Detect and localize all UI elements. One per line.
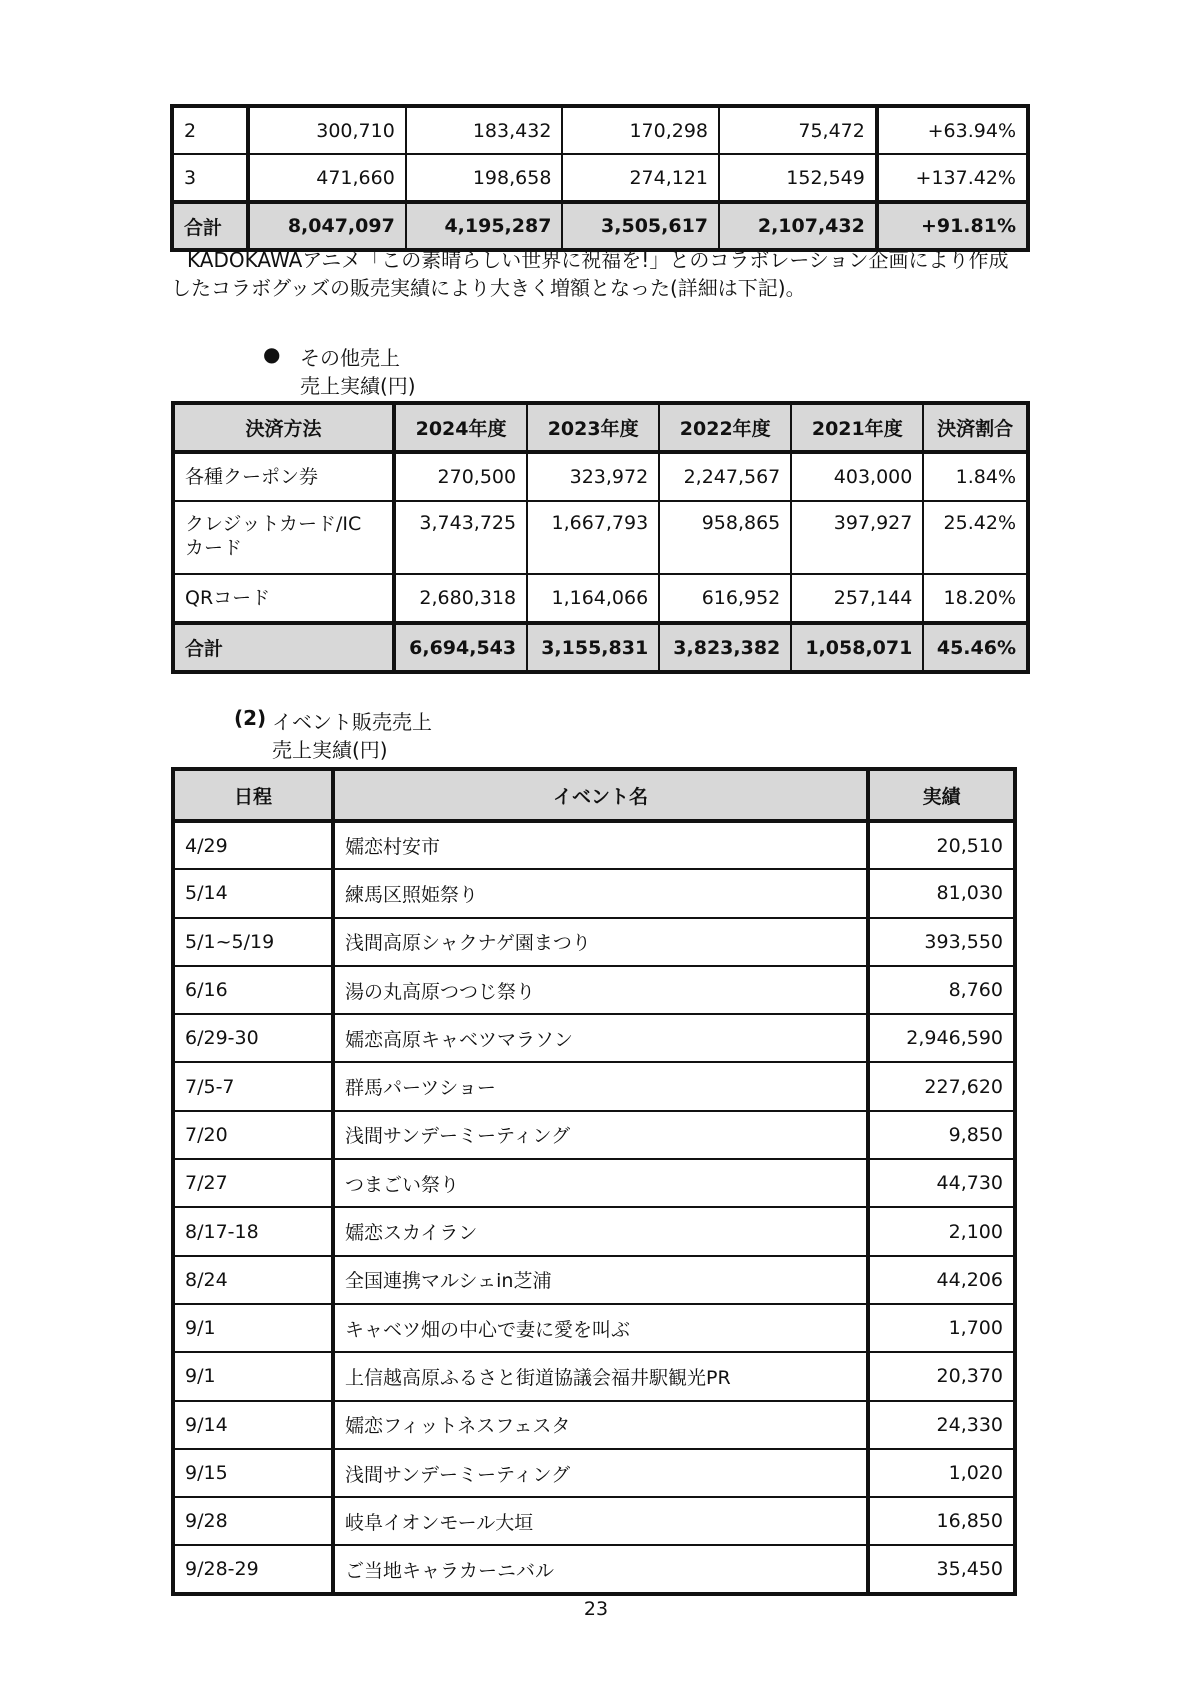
cell-y2022: 616,952 <box>659 574 791 623</box>
payment-method: QRコード <box>173 574 394 623</box>
event-amount: 44,730 <box>868 1159 1015 1207</box>
paragraph <box>171 246 1031 302</box>
column-header: 実績 <box>868 769 1015 821</box>
total-row <box>172 202 1028 250</box>
total-label: 合計 <box>173 623 394 672</box>
total-y2021: 1,058,071 <box>791 623 923 672</box>
event-amount: 44,206 <box>868 1256 1015 1304</box>
column-header: 日程 <box>173 769 333 821</box>
cell-v2: 198,658 <box>406 154 563 202</box>
column-header: 2023年度 <box>527 403 659 452</box>
bullet-icon: ● <box>263 342 281 366</box>
cell-y2021: 403,000 <box>791 452 923 501</box>
table-row <box>173 1062 1015 1110</box>
event-amount: 35,450 <box>868 1545 1015 1593</box>
event-name: 浅間サンデーミーティング <box>333 1111 868 1159</box>
cell-y2024: 2,680,318 <box>394 574 527 623</box>
cell-ratio: 18.20% <box>923 574 1028 623</box>
table-row <box>173 1256 1015 1304</box>
column-header: 決済割合 <box>923 403 1028 452</box>
cell-y2022: 2,247,567 <box>659 452 791 501</box>
event-amount: 20,510 <box>868 821 1015 869</box>
paragraph-line-2: したコラボグッズの販売実績により大きく増額となった(詳細は下記)。 <box>171 276 806 300</box>
table-row <box>173 1207 1015 1255</box>
cell-pct: +63.94% <box>877 106 1028 154</box>
total-row <box>173 623 1028 672</box>
table-row <box>172 154 1028 202</box>
event-name: 嬬恋村安市 <box>333 821 868 869</box>
cell-y2021: 257,144 <box>791 574 923 623</box>
cell-y2023: 1,667,793 <box>527 501 659 574</box>
table-row <box>172 106 1028 154</box>
section-event-subtitle: 売上実績(円) <box>272 738 388 762</box>
cell-y2023: 323,972 <box>527 452 659 501</box>
table-row <box>173 821 1015 869</box>
event-amount: 2,946,590 <box>868 1014 1015 1062</box>
event-date: 9/28 <box>173 1497 333 1545</box>
cell-v1: 300,710 <box>248 106 406 154</box>
event-amount: 81,030 <box>868 869 1015 917</box>
total-v3: 3,505,617 <box>562 202 719 250</box>
cell-pct: +137.42% <box>877 154 1028 202</box>
event-date: 7/27 <box>173 1159 333 1207</box>
cell-v3: 274,121 <box>562 154 719 202</box>
event-date: 7/20 <box>173 1111 333 1159</box>
section-other-title: その他売上 <box>300 346 400 370</box>
event-amount: 1,700 <box>868 1304 1015 1352</box>
table-row <box>173 1014 1015 1062</box>
cell-v1: 471,660 <box>248 154 406 202</box>
event-name: 群馬パーツショー <box>333 1062 868 1110</box>
table-row <box>173 869 1015 917</box>
table-row <box>173 1401 1015 1449</box>
other-sales-table <box>171 401 1030 674</box>
cell-v2: 183,432 <box>406 106 563 154</box>
column-header: 2024年度 <box>394 403 527 452</box>
table-row <box>173 966 1015 1014</box>
cell-y2022: 958,865 <box>659 501 791 574</box>
cell-v4: 152,549 <box>719 154 877 202</box>
header-row <box>173 769 1015 821</box>
event-name: キャベツ畑の中心で妻に愛を叫ぶ <box>333 1304 868 1352</box>
event-date: 8/17-18 <box>173 1207 333 1255</box>
column-header: イベント名 <box>333 769 868 821</box>
event-name: 全国連携マルシェin芝浦 <box>333 1256 868 1304</box>
section-event-number: (2) <box>234 706 267 730</box>
event-date: 9/15 <box>173 1449 333 1497</box>
payment-method: クレジットカード/IC カード <box>173 501 394 574</box>
event-date: 5/1~5/19 <box>173 918 333 966</box>
section-other-subtitle: 売上実績(円) <box>300 374 416 398</box>
table-row <box>173 574 1028 623</box>
total-pct: +91.81% <box>877 202 1028 250</box>
cell-y2021: 397,927 <box>791 501 923 574</box>
table-row <box>173 1159 1015 1207</box>
event-name: 嬬恋フィットネスフェスタ <box>333 1401 868 1449</box>
event-amount: 9,850 <box>868 1111 1015 1159</box>
event-date: 9/14 <box>173 1401 333 1449</box>
event-amount: 8,760 <box>868 966 1015 1014</box>
total-y2024: 6,694,543 <box>394 623 527 672</box>
page-number: 23 <box>583 1598 609 1620</box>
event-date: 8/24 <box>173 1256 333 1304</box>
total-ratio: 45.46% <box>923 623 1028 672</box>
column-header: 決済方法 <box>173 403 394 452</box>
cell-ratio: 25.42% <box>923 501 1028 574</box>
total-v1: 8,047,097 <box>248 202 406 250</box>
row-label: 3 <box>172 154 248 202</box>
event-amount: 2,100 <box>868 1207 1015 1255</box>
cell-y2024: 270,500 <box>394 452 527 501</box>
table-row <box>173 918 1015 966</box>
event-name: 浅間高原シャクナゲ園まつり <box>333 918 868 966</box>
event-amount: 24,330 <box>868 1401 1015 1449</box>
event-date: 6/29-30 <box>173 1014 333 1062</box>
total-label: 合計 <box>172 202 248 250</box>
event-name: 岐阜イオンモール大垣 <box>333 1497 868 1545</box>
event-amount: 20,370 <box>868 1352 1015 1400</box>
table-row <box>173 1497 1015 1545</box>
event-date: 6/16 <box>173 966 333 1014</box>
event-sales-table <box>171 767 1017 1596</box>
total-v2: 4,195,287 <box>406 202 563 250</box>
event-name: 浅間サンデーミーティング <box>333 1449 868 1497</box>
event-amount: 1,020 <box>868 1449 1015 1497</box>
table-row <box>173 1545 1015 1593</box>
event-name: 嬬恋高原キャベツマラソン <box>333 1014 868 1062</box>
event-date: 9/28-29 <box>173 1545 333 1593</box>
event-name: ご当地キャラカーニバル <box>333 1545 868 1593</box>
event-name: 嬬恋スカイラン <box>333 1207 868 1255</box>
header-row <box>173 403 1028 452</box>
cell-y2024: 3,743,725 <box>394 501 527 574</box>
table-row <box>173 1111 1015 1159</box>
event-date: 4/29 <box>173 821 333 869</box>
cell-y2023: 1,164,066 <box>527 574 659 623</box>
payment-method: 各種クーポン券 <box>173 452 394 501</box>
event-amount: 227,620 <box>868 1062 1015 1110</box>
event-date: 5/14 <box>173 869 333 917</box>
event-amount: 393,550 <box>868 918 1015 966</box>
table-row <box>173 1449 1015 1497</box>
event-name: 湯の丸高原つつじ祭り <box>333 966 868 1014</box>
event-date: 7/5-7 <box>173 1062 333 1110</box>
table-row <box>173 501 1028 574</box>
column-header: 2021年度 <box>791 403 923 452</box>
row-label: 2 <box>172 106 248 154</box>
total-v4: 2,107,432 <box>719 202 877 250</box>
total-y2023: 3,155,831 <box>527 623 659 672</box>
event-name: つまごい祭り <box>333 1159 868 1207</box>
section-event-title: イベント販売売上 <box>272 710 432 734</box>
table-row <box>173 1352 1015 1400</box>
table-row <box>173 452 1028 501</box>
cell-ratio: 1.84% <box>923 452 1028 501</box>
event-date: 9/1 <box>173 1304 333 1352</box>
sales-table-continued <box>170 104 1030 252</box>
column-header: 2022年度 <box>659 403 791 452</box>
table-row <box>173 1304 1015 1352</box>
total-y2022: 3,823,382 <box>659 623 791 672</box>
cell-v3: 170,298 <box>562 106 719 154</box>
event-amount: 16,850 <box>868 1497 1015 1545</box>
paragraph-line-1: KADOKAWAアニメ「この素晴らしい世界に祝福を!」とのコラボレーション企画により作成 <box>187 248 1009 272</box>
event-name: 上信越高原ふるさと街道協議会福井駅観光PR <box>333 1352 868 1400</box>
event-name: 練馬区照姫祭り <box>333 869 868 917</box>
event-date: 9/1 <box>173 1352 333 1400</box>
cell-v4: 75,472 <box>719 106 877 154</box>
